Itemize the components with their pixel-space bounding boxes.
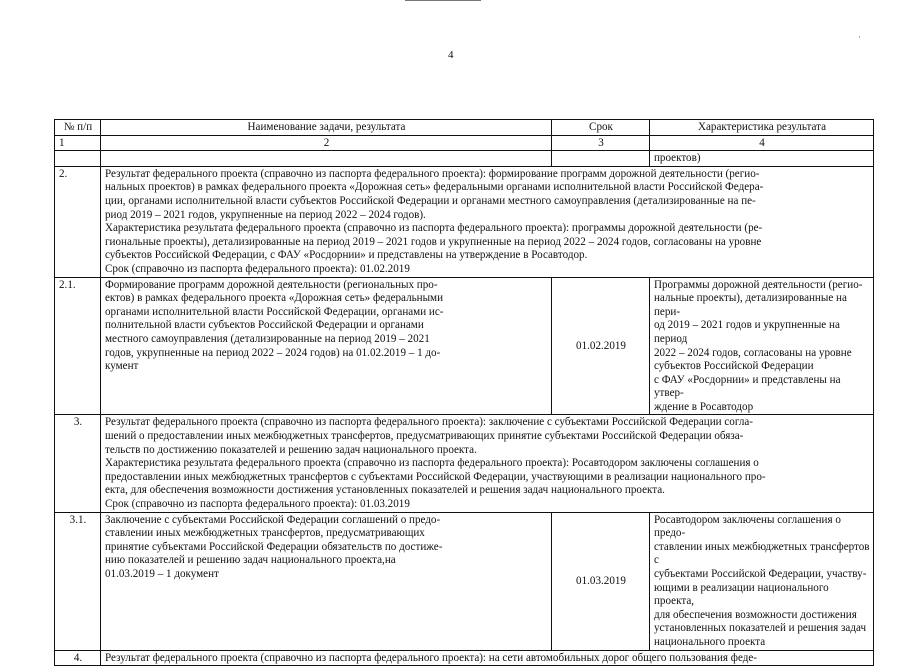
header-characteristic: Характеристика результата	[650, 120, 874, 136]
table-row	[55, 415, 874, 512]
page-number: 4	[448, 49, 454, 61]
continuation-row	[55, 151, 874, 167]
header-name: Наименование задачи, результата	[101, 120, 552, 136]
row-number: 4.	[55, 650, 101, 666]
row-number: 2.1.	[55, 277, 101, 415]
task-name: Заключение с субъектами Российской Федерации соглашений о предо- ставлении иных межбюджетных трансфертов, предусматривающих принятие субъектами Российской Федерации обязательств по достиже- нию показателей и решению задач национального проекта,на 01.03.2019 – 1 документ	[101, 512, 552, 650]
task-deadline: 01.03.2019	[552, 512, 650, 650]
table-row	[55, 166, 874, 277]
result-description: Результат федерального проекта (справочно из паспорта федерального проекта): на сети автомобильных дорог общего пользования феде-	[101, 650, 874, 666]
column-numbers-row	[55, 135, 874, 151]
result-description: Результат федерального проекта (справочно из паспорта федерального проекта): формирование программ дорожной деятельности (регио- нальных проектов) в рамках федерального проекта «Дорожная сеть» федеральными органами исполнительной власти Российской Федера- ции, органами исполнительной власти субъектов Российской Федерации и органами местного самоуправления (детализированные на пе- риод 2019 – 2021 годов, укрупненные на период 2022 – 2024 годов). Характеристика результата федерального проекта (справочно из паспорта федерального проекта): программы дорожной деятельности (ре- гиональные проекты), детализированные на период 2019 – 2021 годов и укрупненные на период 2022 – 2024 годов, согласованы на уровне субъектов Российской Федерации, с ФАУ «Росдорнии» и представлены на утверждение в Росавтодор. Срок (справочно из паспорта федерального проекта): 01.02.2019	[101, 166, 874, 277]
task-characteristic: Программы дорожной деятельности (регио- нальные проекты), детализированные на пери- од 2019 – 2021 годов и укрупненные на период 2022 – 2024 годов, согласованы на уровне субъектов Российской Федерации с ФАУ «Росдорнии» и представлены на утвер- ждение в Росавтодор	[650, 277, 874, 415]
colnum-3: 3	[552, 135, 650, 151]
task-deadline: 01.02.2019	[552, 277, 650, 415]
row-number: 2.	[55, 166, 101, 277]
header-row	[55, 120, 874, 136]
table-row	[55, 650, 874, 666]
colnum-4: 4	[650, 135, 874, 151]
colnum-2: 2	[101, 135, 552, 151]
colnum-1: 1	[55, 135, 101, 151]
header-number: № п/п	[55, 120, 101, 136]
scan-mark: ·	[858, 32, 861, 42]
task-characteristic: Росавтодором заключены соглашения о предо- ставлении иных межбюджетных трансфертов с субъектами Российской Федерации, участву- ющими в реализации национального проекта, для обеспечения возможности достижения установленных показателей и решения задач национального проекта	[650, 512, 874, 650]
result-description: Результат федерального проекта (справочно из паспорта федерального проекта): заключение с субъектами Российской Федерации согла- шений о предоставлении иных межбюджетных трансфертов, предусматривающих принятие субъектами Российской Федерации обяза- тельств по достижению показателей и решению задач национального проекта. Характеристика результата федерального проекта (справочно из паспорта федерального проекта): Росавтодором заключены соглашения о предоставлении иных межбюджетных трансфертов с субъектами Российской Федерации, участвующими в реализации национального про- екта, для обеспечения возможности достижения установленных показателей и решения задач национального проекта. Срок (справочно из паспорта федерального проекта): 01.03.2019	[101, 415, 874, 512]
top-rule	[405, 0, 481, 1]
table-row	[55, 277, 874, 415]
row-number: 3.1.	[55, 512, 101, 650]
header-deadline: Срок	[552, 120, 650, 136]
table-row	[55, 512, 874, 650]
task-name: Формирование программ дорожной деятельности (региональных про- ектов) в рамках федерального проекта «Дорожная сеть» федеральными органами исполнительной власти Российской Федерации, органами ис- полнительной власти субъектов Российской Федерации и органами местного самоуправления (детализированные на период 2019 – 2021 годов, укрупненные на период 2022 – 2024 годов) на 01.02.2019 – 1 до- кумент	[101, 277, 552, 415]
task-table	[54, 119, 874, 666]
row-number: 3.	[55, 415, 101, 512]
continuation-text: проектов)	[650, 151, 874, 167]
